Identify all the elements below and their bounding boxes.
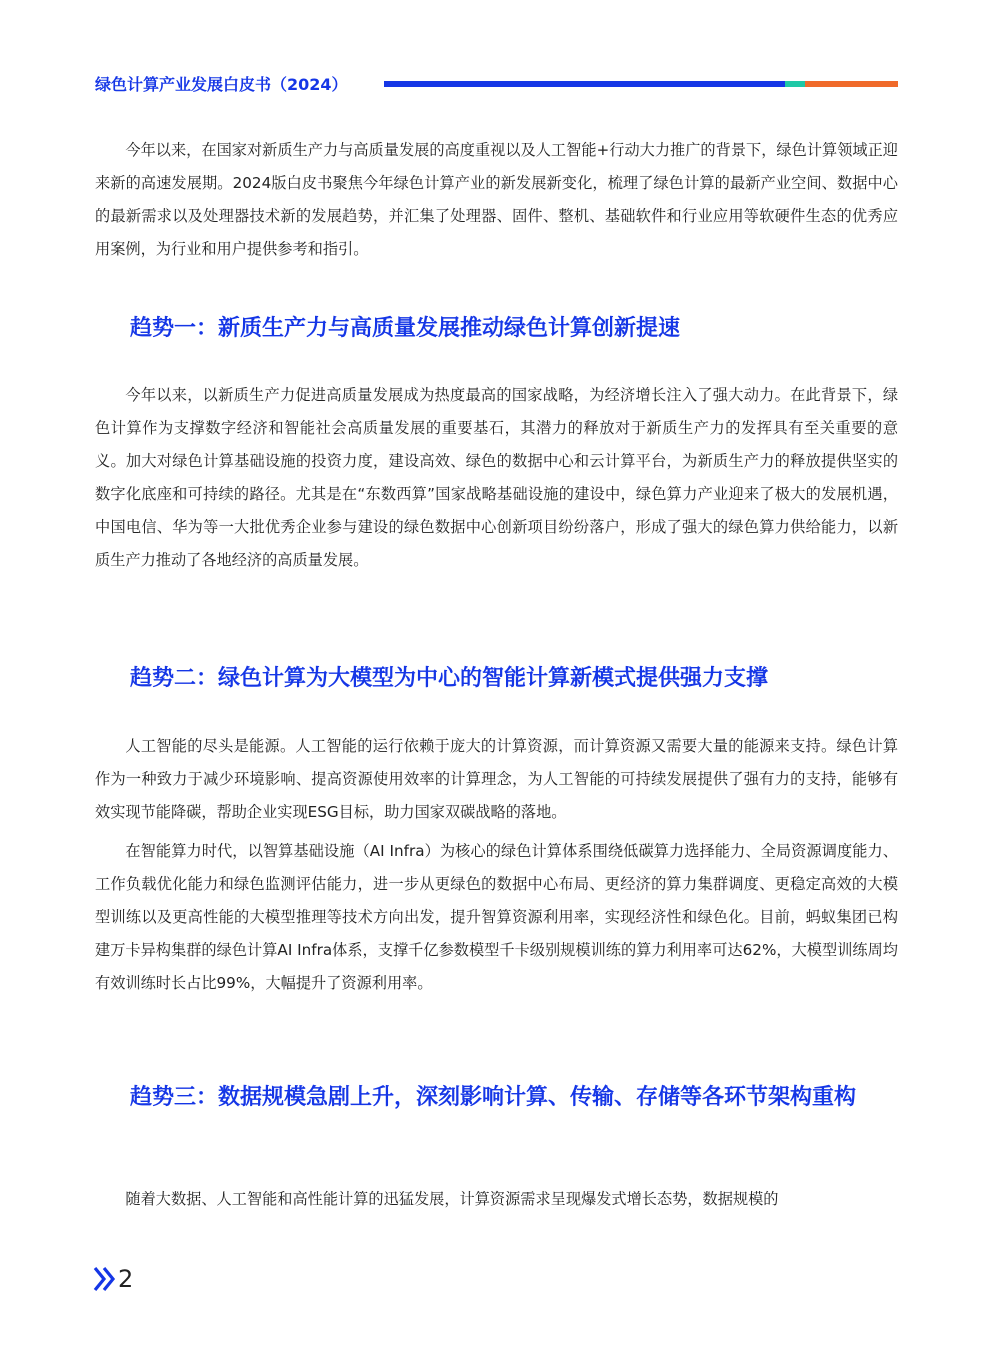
header-bar-teal-segment <box>785 81 805 87</box>
intro-paragraph: 今年以来，在国家对新质生产力与高质量发展的高度重视以及人工智能+行动大力推广的背景下，绿色计算领域正迎来新的高速发展期。2024版白皮书聚焦今年绿色计算产业的新发展新变化，梳理了绿色计算的最新产业空间、数据中心的最新需求以及处理器技术新的发展趋势，并汇集了处理器、固件、整机、基础软件和行业应用等软硬件生态的优秀应用案例，为行业和用户提供参考和指引。 <box>95 141 898 258</box>
header-bar-orange-segment <box>805 81 898 87</box>
header-color-bar <box>384 81 898 87</box>
section-paragraph: 人工智能的尽头是能源。人工智能的运行依赖于庞大的计算资源，而计算资源又需要大量的能源来支持。绿色计算作为一种致力于减少环境影响、提高资源使用效率的计算理念，为人工智能的可持续发展提供了强有力的支持，能够有效实现节能降碳，帮助企业实现ESG目标，助力国家双碳战略的落地。 <box>95 737 898 821</box>
section-heading-trend-3: 趋势三：数据规模急剧上升，深刻影响计算、传输、存储等各环节架构重构 <box>130 1085 857 1110</box>
section-paragraph: 随着大数据、人工智能和高性能计算的迅猛发展，计算资源需求呈现爆发式增长态势，数据规模的 <box>125 1190 779 1208</box>
section-heading-trend-2: 趋势二：绿色计算为大模型为中心的智能计算新模式提供强力支撑 <box>130 666 769 691</box>
header-bar-blue-segment <box>384 81 785 87</box>
page-number: 2 <box>118 1265 134 1293</box>
double-chevron-right-icon <box>93 1266 119 1292</box>
section-heading-trend-1: 趋势一：新质生产力与高质量发展推动绿色计算创新提速 <box>130 316 681 341</box>
header-title: 绿色计算产业发展白皮书（2024） <box>95 75 348 94</box>
section-paragraph: 在智能算力时代，以智算基础设施（AI Infra）为核心的绿色计算体系围绕低碳算力选择能力、全局资源调度能力、工作负载优化能力和绿色监测评估能力，进一步从更绿色的数据中心布局、更经济的算力集群调度、更稳定高效的大模型训练以及更高性能的大模型推理等技术方向出发，提升智算资源利用率，实现经济性和绿色化。目前，蚂蚁集团已构建万卡异构集群的绿色计算AI Infra体系，支撑千亿参数模型千卡级别规模训练的算力利用率可达62%，大模型训练周均有效训练时长占比99%，大幅提升了资源利用率。 <box>95 842 898 992</box>
section-paragraph: 今年以来，以新质生产力促进高质量发展成为热度最高的国家战略，为经济增长注入了强大动力。在此背景下，绿色计算作为支撑数字经济和智能社会高质量发展的重要基石，其潜力的释放对于新质生产力的发挥具有至关重要的意义。加大对绿色计算基础设施的投资力度，建设高效、绿色的数据中心和云计算平台，为新质生产力的释放提供坚实的数字化底座和可持续的路径。尤其是在“东数西算”国家战略基础设施的建设中，绿色算力产业迎来了极大的发展机遇，中国电信、华为等一大批优秀企业参与建设的绿色数据中心创新项目纷纷落户，形成了强大的绿色算力供给能力，以新质生产力推动了各地经济的高质量发展。 <box>95 386 898 569</box>
